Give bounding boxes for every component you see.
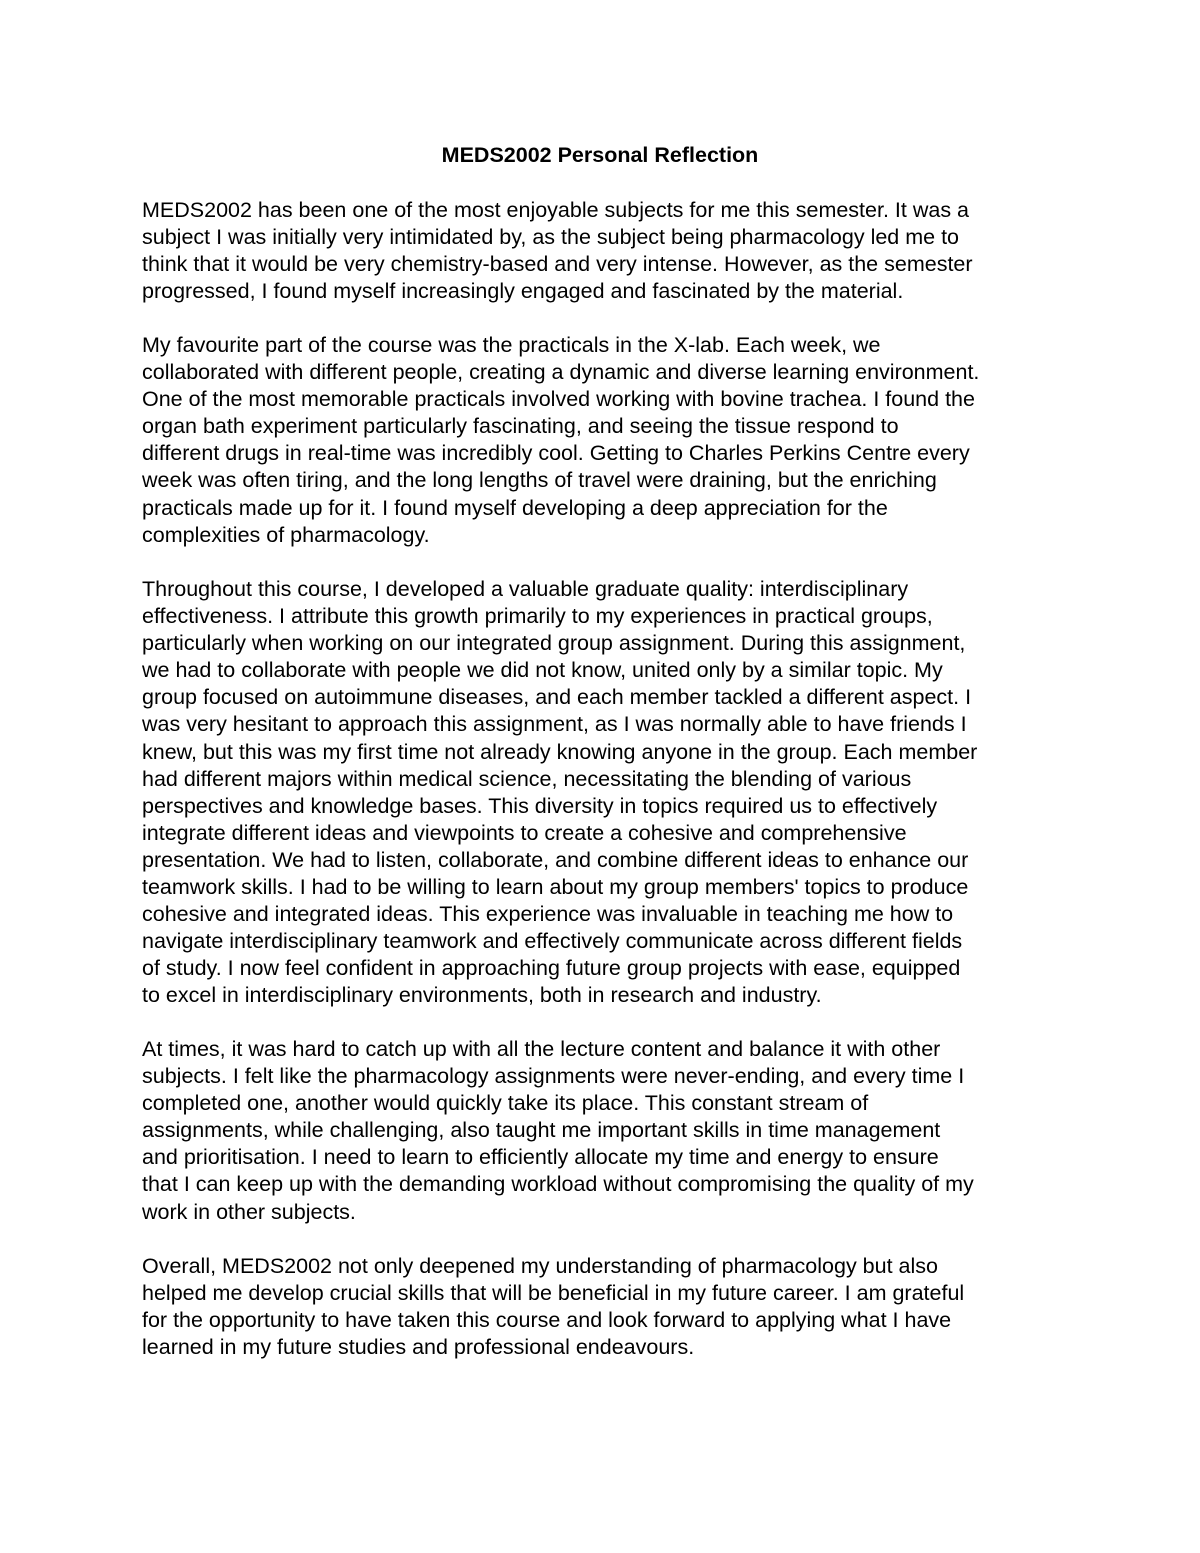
paragraph-line: effectiveness. I attribute this growth primarily to my experiences in practical groups, <box>142 604 933 629</box>
document-title: MEDS2002 Personal Reflection <box>441 143 759 167</box>
paragraph-line: One of the most memorable practicals involved working with bovine trachea. I found the <box>142 387 975 412</box>
paragraph-line: group focused on autoimmune diseases, and each member tackled a different aspect. I <box>142 685 972 710</box>
paragraph-line: learned in my future studies and professional endeavours. <box>142 1335 695 1360</box>
paragraph-line: particularly when working on our integrated group assignment. During this assignment, <box>142 631 966 656</box>
paragraph-line: of study. I now feel confident in approaching future group projects with ease, equipped <box>142 956 961 981</box>
paragraph-line: we had to collaborate with people we did not know, united only by a similar topic. My <box>142 658 943 683</box>
paragraph-line: that I can keep up with the demanding workload without compromising the quality of my <box>142 1172 974 1197</box>
paragraph-line: collaborated with different people, creating a dynamic and diverse learning environment. <box>142 360 980 385</box>
paragraph-line: teamwork skills. I had to be willing to learn about my group members' topics to produce <box>142 875 969 900</box>
paragraph-line: navigate interdisciplinary teamwork and effectively communicate across different fields <box>142 929 963 954</box>
paragraph-line: was very hesitant to approach this assignment, as I was normally able to have friends I <box>142 712 967 737</box>
paragraph-line: work in other subjects. <box>142 1199 356 1224</box>
paragraph-graduate-quality <box>142 576 977 1010</box>
paragraph-line: cohesive and integrated ideas. This experience was invaluable in teaching me how to <box>142 902 954 927</box>
paragraph-line: progressed, I found myself increasingly engaged and fascinated by the material. <box>142 279 904 304</box>
paragraph-line: perspectives and knowledge bases. This diversity in topics required us to effectively <box>142 793 938 818</box>
paragraph-line: week was often tiring, and the long lengths of travel were draining, but the enriching <box>142 468 937 493</box>
paragraph-line: knew, but this was my first time not already knowing anyone in the group. Each member <box>142 739 978 764</box>
paragraph-line: organ bath experiment particularly fascinating, and seeing the tissue respond to <box>142 414 899 439</box>
paragraph-line: had different majors within medical science, necessitating the blending of various <box>142 766 912 791</box>
paragraph-line: think that it would be very chemistry-based and very intense. However, as the semester <box>142 252 973 277</box>
paragraph-line: integrate different ideas and viewpoints to create a cohesive and comprehensive <box>142 820 907 845</box>
paragraph-line: complexities of pharmacology. <box>142 522 430 547</box>
paragraph-line: completed one, another would quickly take its place. This constant stream of <box>142 1091 869 1116</box>
paragraph-challenges <box>142 1036 974 1226</box>
paragraph-introduction <box>142 197 973 305</box>
paragraph-line: and prioritisation. I need to learn to efficiently allocate my time and energy to ensure <box>142 1145 939 1170</box>
paragraph-line: At times, it was hard to catch up with all the lecture content and balance it with other <box>142 1037 941 1061</box>
paragraph-line: helped me develop crucial skills that will be beneficial in my future career. I am grateful <box>142 1281 965 1306</box>
paragraph-line: Overall, MEDS2002 not only deepened my understanding of pharmacology but also <box>142 1254 938 1278</box>
paragraph-line: different drugs in real-time was incredibly cool. Getting to Charles Perkins Centre every <box>142 441 970 466</box>
paragraph-line: Throughout this course, I developed a valuable graduate quality: interdisciplinary <box>142 577 909 601</box>
paragraph-practicals <box>142 332 979 549</box>
paragraph-conclusion <box>142 1253 964 1361</box>
paragraph-line: subjects. I felt like the pharmacology assignments were never-ending, and every time I <box>142 1064 965 1089</box>
paragraph-line: for the opportunity to have taken this course and look forward to applying what I have <box>142 1308 952 1333</box>
paragraph-line: practicals made up for it. I found myself developing a deep appreciation for the <box>142 495 888 520</box>
paragraph-line: presentation. We had to listen, collaborate, and combine different ideas to enhance our <box>142 847 969 872</box>
paragraph-line: assignments, while challenging, also taught me important skills in time management <box>142 1118 941 1143</box>
paragraph-line: MEDS2002 has been one of the most enjoyable subjects for me this semester. It was a <box>142 198 969 222</box>
paragraph-line: My favourite part of the course was the practicals in the X-lab. Each week, we <box>142 333 881 357</box>
paragraph-line: subject I was initially very intimidated by, as the subject being pharmacology led me to <box>142 225 960 250</box>
paragraph-line: to excel in interdisciplinary environments, both in research and industry. <box>142 983 822 1008</box>
